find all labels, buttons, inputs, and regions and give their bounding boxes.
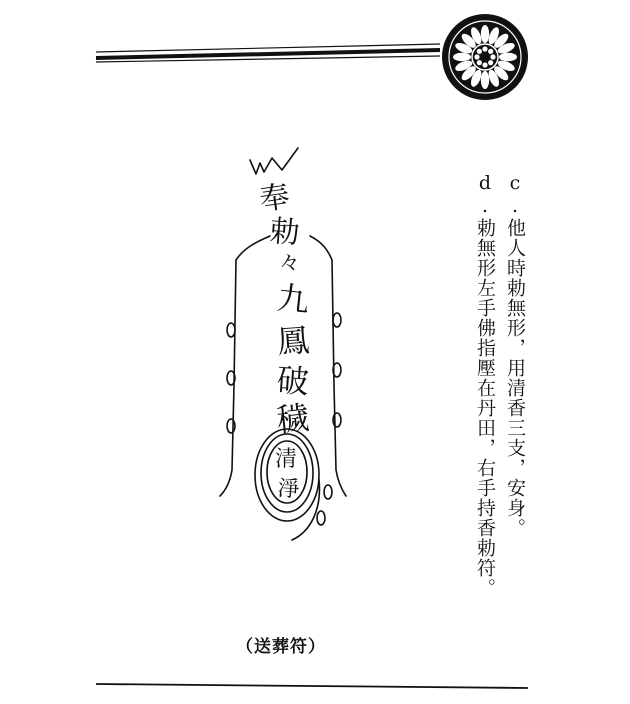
figure-caption: （送葬符） bbox=[236, 637, 326, 657]
talisman-glyph: 勅 bbox=[268, 214, 301, 252]
instruction-item-d: d.勅無形左手佛指壓在丹田，右手持香勅符。 bbox=[474, 172, 496, 598]
talisman-glyph: 々 bbox=[277, 250, 302, 277]
talisman-drawing bbox=[200, 130, 360, 560]
talisman-glyph: 穢 bbox=[274, 398, 311, 440]
instruction-item-c: c.他人時勅無形，用清香三支，安身。 bbox=[504, 172, 526, 538]
talisman-glyph: 破 bbox=[275, 360, 311, 402]
talisman-glyph: 清 bbox=[274, 447, 298, 472]
rosette-ornament bbox=[440, 12, 530, 102]
talisman-glyph: 淨 bbox=[276, 476, 301, 503]
talisman-glyph: 鳳 bbox=[275, 320, 311, 362]
talisman-glyph: 九 bbox=[275, 278, 312, 320]
talisman-glyph: 奉 bbox=[257, 179, 292, 219]
